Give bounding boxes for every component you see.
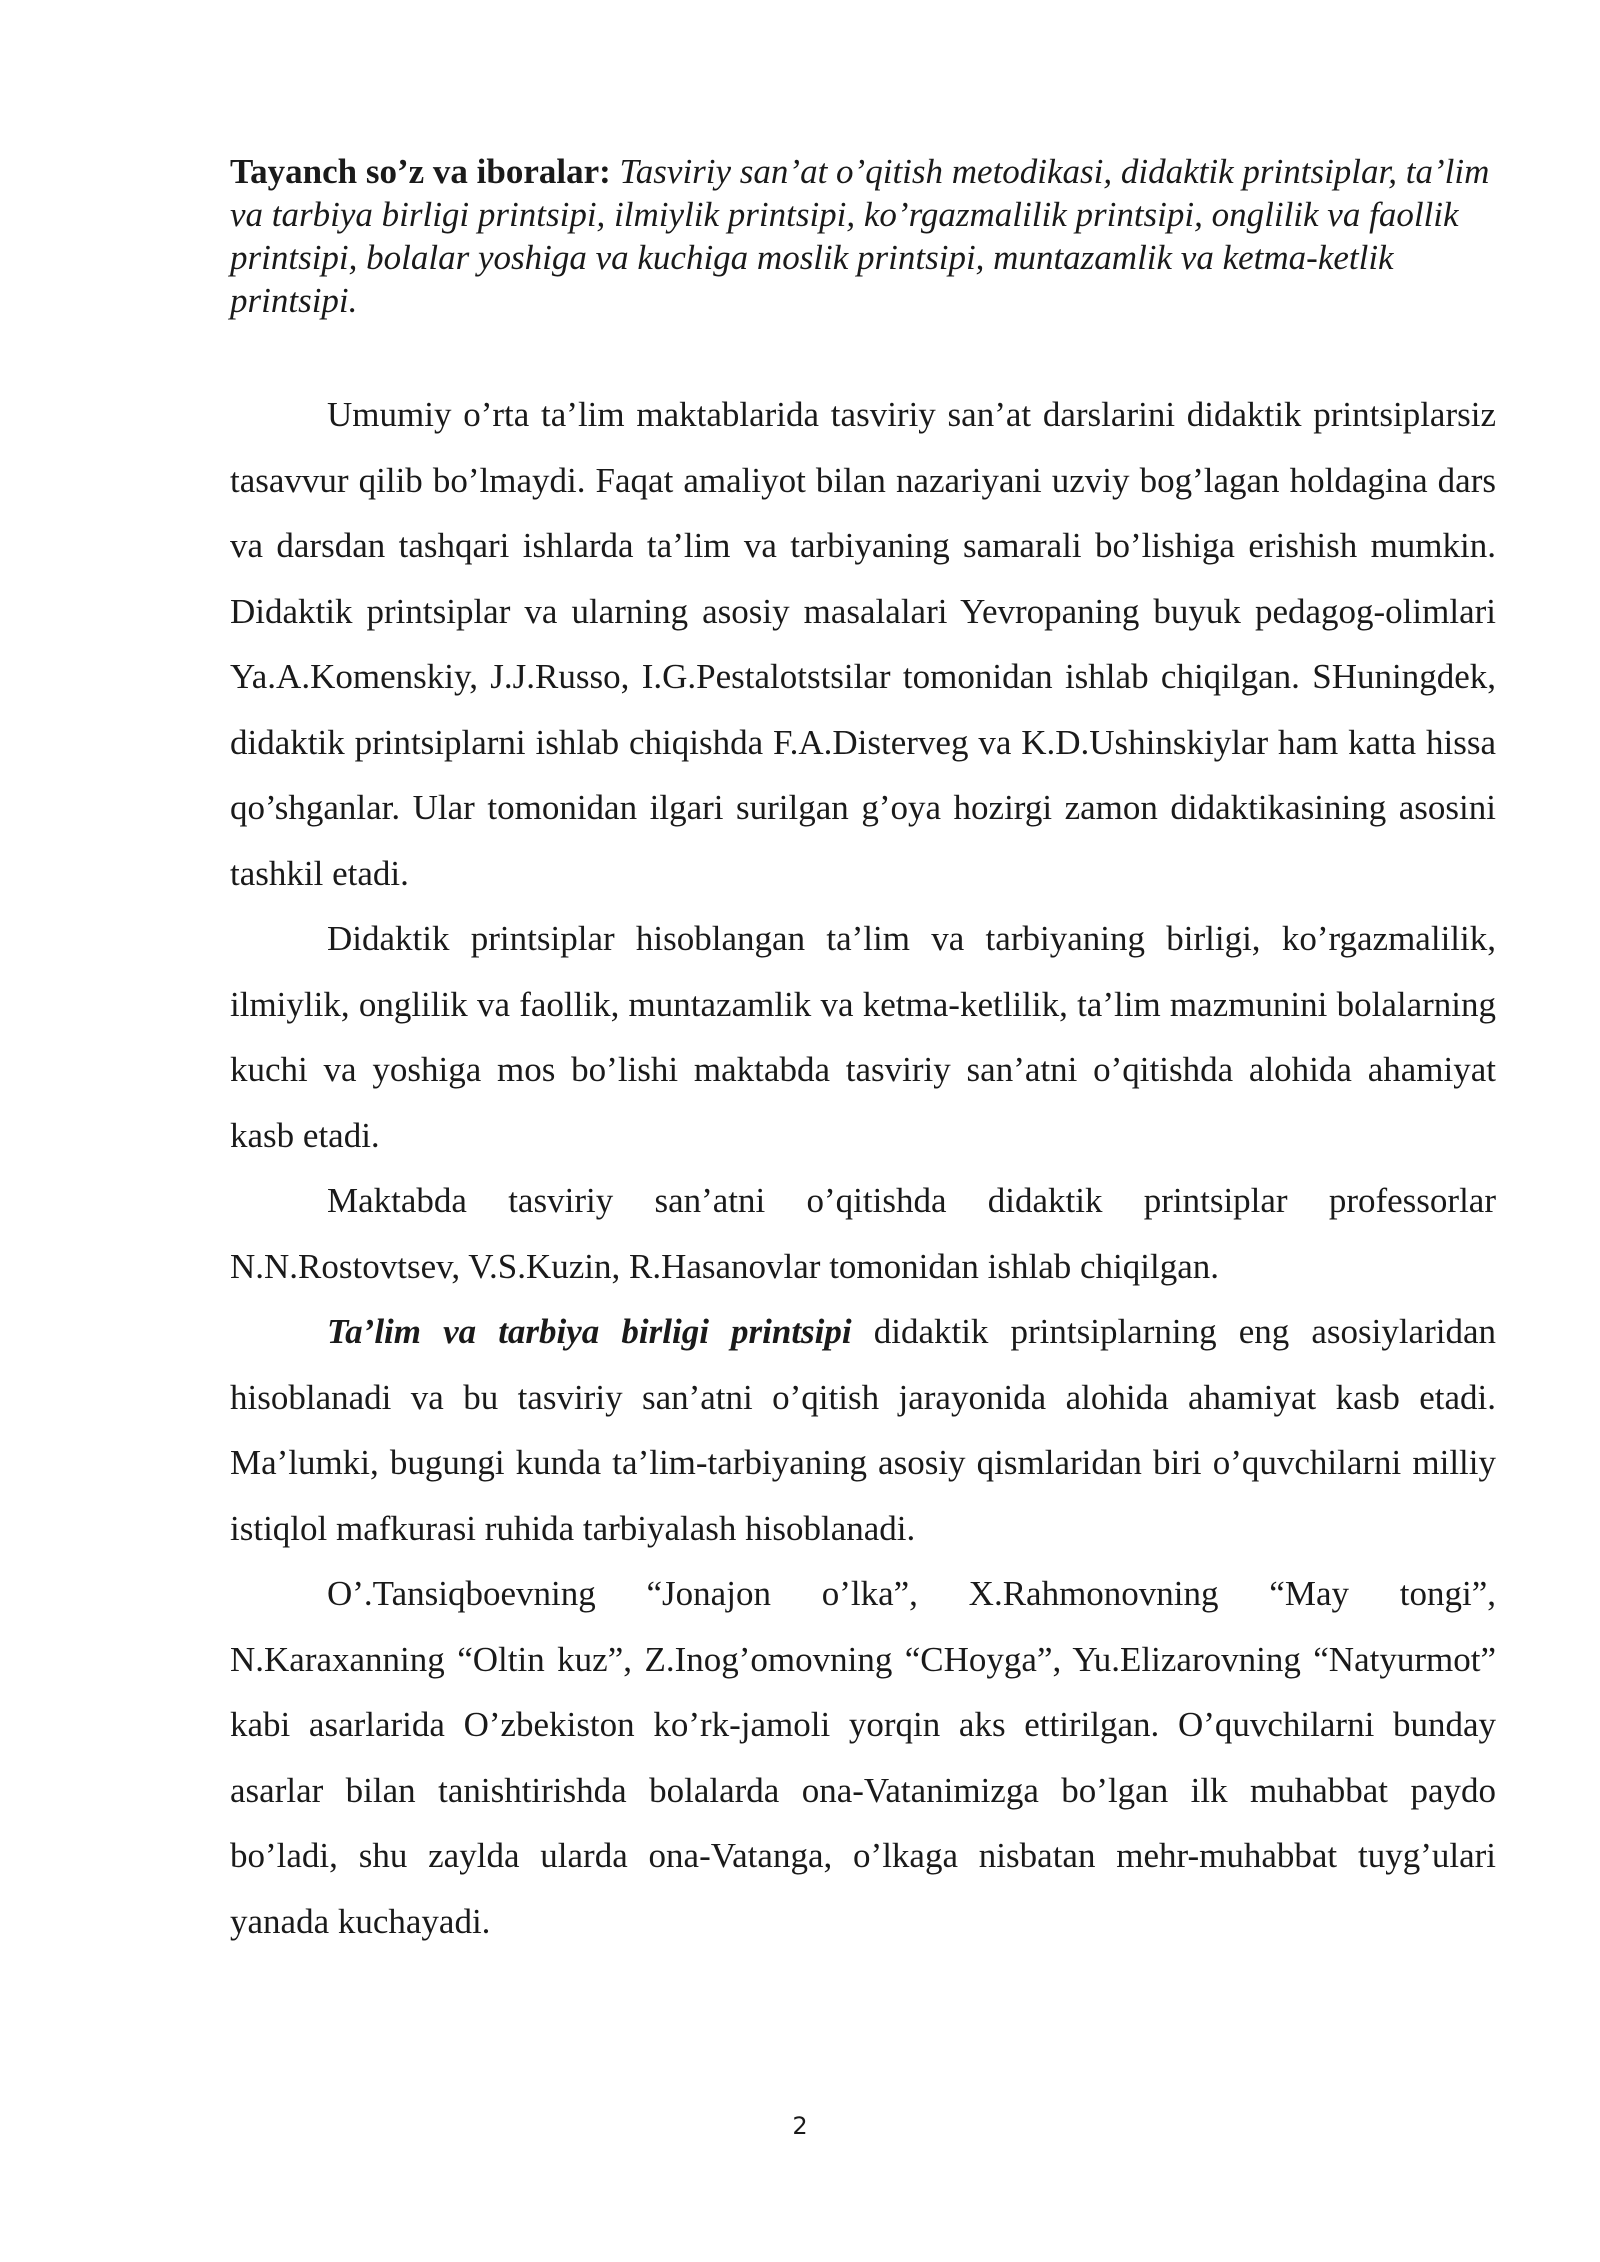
paragraph-principles-list: Didaktik printsiplar hisoblangan ta’lim va tarbiyaning birligi, ko’rgazmalilik, ilmiylik, onglilik va faollik, muntazamlik va ketma-ketlilik, ta’lim mazmunini bolalarning kuchi va yoshiga mos bo’lishi maktabda tasviriy san’atni o’qitishda alohida ahamiyat kasb etadi. [230, 919, 1496, 1155]
paragraph-unity-principle [230, 1299, 1496, 1561]
document-page [230, 150, 1496, 1954]
paragraph-artworks: O’.Tansiqboevning “Jonajon o’lka”, X.Rahmonovning “May tongi”, N.Karaxanning “Oltin kuz”, Z.Inog’omovning “CHoyga”, Yu.Elizarovning “Natyurmot” kabi asarlarida O’zbekiston ko’rk-jamoli yorqin aks ettirilgan. O’quvchilarni bunday asarlar bilan tanishtirishda bolalarda ona-Vatanimizga bo’lgan ilk muhabbat paydo bo’ladi, shu zaylda ularda ona-Vatanga, o’lkaga nisbatan mehr-muhabbat tuyg’ulari yanada kuchayadi. [230, 1574, 1496, 1941]
keywords-text: Tasviriy san’at o’qitish metodikasi, didaktik printsiplar, ta’lim va tarbiya birligi printsipi, ilmiylik printsipi, ko’rgazmalilik printsipi, onglilik va faollik printsipi, bolalar yoshiga va kuchiga moslik printsipi, muntazamlik va ketma-ketlik printsipi. [230, 152, 1490, 320]
unity-principle-text: didaktik printsiplarning eng asosiylaridan hisoblanadi va bu tasviriy san’atni o’qitish jarayonida alohida ahamiyat kasb etadi. Ma’lumki, bugungi kunda ta’lim-tarbiyaning asosiy qismlaridan biri o’quvchilarni milliy istiqlol mafkurasi ruhida tarbiyalash hisoblanadi. [230, 1312, 1496, 1548]
unity-principle-term: Ta’lim va tarbiya birligi printsipi [327, 1312, 852, 1351]
keywords-label: Tayanch so’z va iboralar: [230, 152, 611, 191]
page-number: 2 [792, 2112, 808, 2140]
keywords-block [230, 150, 1496, 322]
paragraph-professors: Maktabda tasviriy san’atni o’qitishda didaktik printsiplar professorlar N.N.Rostovtsev, V.S.Kuzin, R.Hasanovlar tomonidan ishlab chiqilgan. [230, 1181, 1496, 1286]
paragraph-intro: Umumiy o’rta ta’lim maktablarida tasviriy san’at darslarini didaktik printsiplarsiz tasavvur qilib bo’lmaydi. Faqat amaliyot bilan nazariyani uzviy bog’lagan holdagina dars va darsdan tashqari ishlarda ta’lim va tarbiyaning samarali bo’lishiga erishish mumkin. Didaktik printsiplar va ularning asosiy masalalari Yevropaning buyuk pedagog-olimlari Ya.A.Komenskiy, J.J.Russo, I.G.Pestalotstsilar tomonidan ishlab chiqilgan. SHuningdek, didaktik printsiplarni ishlab chiqishda F.A.Disterveg va K.D.Ushinskiylar ham katta hissa qo’shganlar. Ular tomonidan ilgari surilgan g’oya hozirgi zamon didaktikasining asosini tashkil etadi. [230, 395, 1496, 893]
